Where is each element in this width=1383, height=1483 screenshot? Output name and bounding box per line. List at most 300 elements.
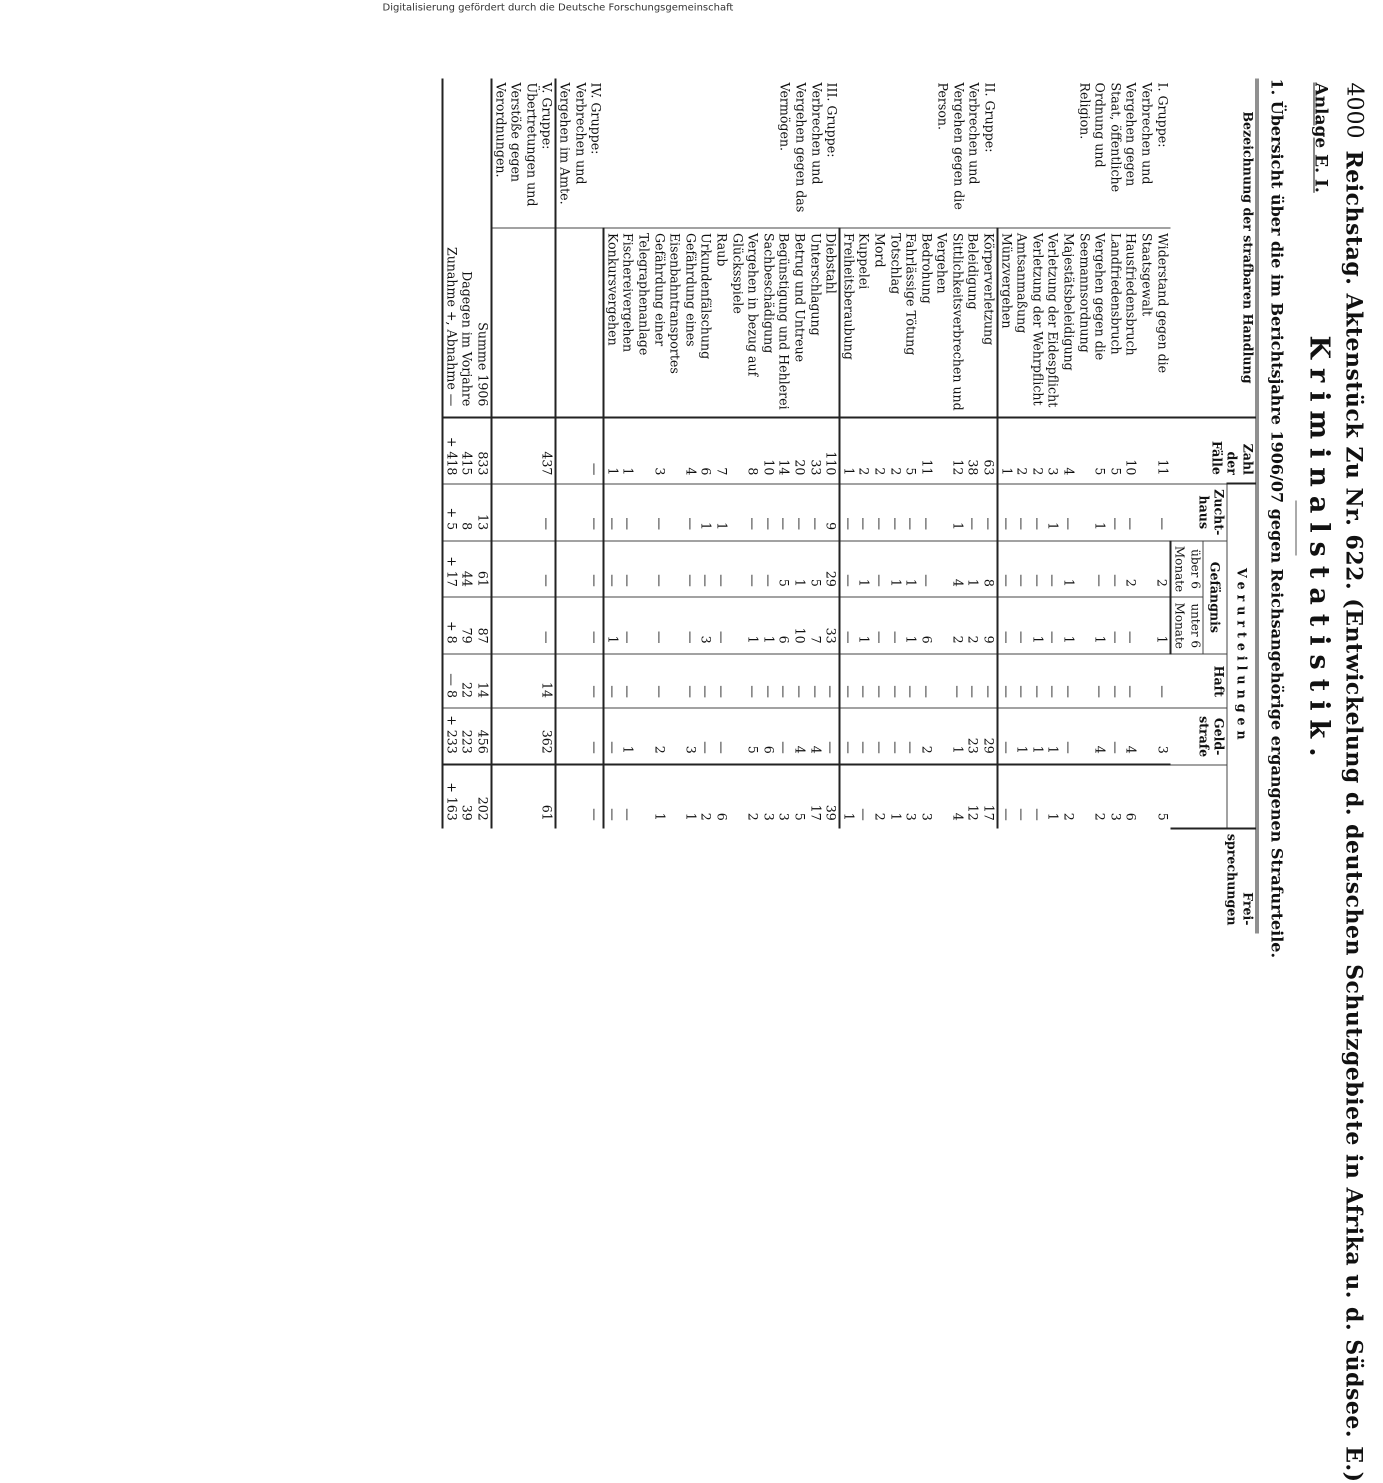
summary-cases: 415 <box>459 417 475 484</box>
value-ueber: — <box>840 541 857 598</box>
value-zuchthaus: 1 <box>1077 484 1108 541</box>
value-zuchthaus: — <box>887 484 903 541</box>
offense-name: Hausfriedensbruch <box>1123 232 1139 356</box>
value-zuchthaus: — <box>872 484 888 541</box>
value-frei: 17 <box>807 765 823 829</box>
col-designation: Bezeichnung der strafbaren Handlung <box>1240 111 1256 384</box>
value-ueber: 1 <box>792 541 808 598</box>
value-ueber: — <box>620 541 636 598</box>
offense-name: Verletzung der Eidespflicht <box>1045 232 1061 408</box>
value-haft: 14 <box>492 654 556 708</box>
value-unter: 2 <box>965 597 981 654</box>
value-ueber: — <box>714 541 730 598</box>
summary-geld: 456 <box>475 708 492 764</box>
offense-name: Widerstand gegen die Staatsgewalt <box>1139 232 1171 374</box>
col-zuchthaus: Zucht-haus <box>1170 484 1227 541</box>
summary-zuchthaus: + 5 <box>443 484 460 541</box>
value-frei: 1 <box>667 765 698 829</box>
value-ueber: 1 <box>887 541 903 598</box>
value-cases: 12 <box>934 417 965 484</box>
value-zuchthaus: — <box>667 484 698 541</box>
value-frei: 3 <box>761 765 777 829</box>
value-unter: — <box>620 597 636 654</box>
summary-frei: + 163 <box>443 765 460 829</box>
offense-name: Kuppelei <box>856 232 872 290</box>
offense-name <box>492 228 556 417</box>
value-frei: 61 <box>492 765 556 829</box>
col-geldstrafe: Geld-strafe <box>1170 708 1227 764</box>
value-cases: 437 <box>492 417 556 484</box>
summary-cases: 833 <box>475 417 492 484</box>
col-gefaengnis: Gefängnis <box>1203 541 1228 654</box>
value-zuchthaus: — <box>1108 484 1124 541</box>
value-zuchthaus: — <box>604 484 621 541</box>
value-haft: — <box>840 654 857 708</box>
value-frei: 2 <box>698 765 714 829</box>
value-ueber: — <box>698 541 714 598</box>
value-geld: 362 <box>492 708 556 764</box>
value-frei: — <box>556 765 604 829</box>
value-haft: — <box>1030 654 1046 708</box>
value-haft: — <box>667 654 698 708</box>
value-ueber: — <box>919 541 935 598</box>
value-zuchthaus: — <box>965 484 981 541</box>
value-geld: 2 <box>919 708 935 764</box>
value-frei: 3 <box>919 765 935 829</box>
value-frei: — <box>998 765 1015 829</box>
value-ueber: 1 <box>856 541 872 598</box>
value-cases: 3 <box>636 417 667 484</box>
value-geld: 1 <box>934 708 965 764</box>
summary-frei: 39 <box>459 765 475 829</box>
value-haft: — <box>1061 654 1077 708</box>
group-name: I. Gruppe: Verbrechen und Vergehen gegen Staat, öffentliche Ordnung und Religion. <box>998 79 1171 229</box>
offense-name: Betrug und Untreue <box>792 232 808 363</box>
value-unter: — <box>1045 597 1061 654</box>
summary-row <box>443 79 460 934</box>
value-frei: 6 <box>1123 765 1139 829</box>
col-verurteilungen: Verurteilungen <box>1227 484 1257 829</box>
summary-cases: + 418 <box>443 417 460 484</box>
value-haft: — <box>823 654 840 708</box>
value-frei: 17 <box>981 765 998 829</box>
value-haft: — <box>1108 654 1124 708</box>
value-geld: 1 <box>620 708 636 764</box>
value-unter: — <box>714 597 730 654</box>
offense-name: Gefährdung eines Eisenbahntransportes <box>667 232 699 374</box>
value-haft: — <box>714 654 730 708</box>
value-zuchthaus: — <box>792 484 808 541</box>
table-subtitle: 1. Übersicht über die im Berichtsjahre 1906/07 gegen Reichsangehörige ergangenen Strafurteile. <box>1267 78 1287 959</box>
value-ueber: — <box>1045 541 1061 598</box>
value-cases: — <box>556 417 604 484</box>
col-cases: Zahl der Fälle <box>1170 417 1257 484</box>
offense-name: Mord <box>872 232 888 268</box>
group-name: V. Gruppe: Übertretungen und Verstöße gegen Verordnungen. <box>492 79 556 229</box>
value-ueber: 1 <box>965 541 981 598</box>
value-unter: 6 <box>919 597 935 654</box>
summary-unter: + 8 <box>443 597 460 654</box>
value-cases: 7 <box>714 417 730 484</box>
value-unter: — <box>1123 597 1139 654</box>
value-zuchthaus: 1 <box>714 484 730 541</box>
summary-ueber: 61 <box>475 541 492 598</box>
value-geld: 4 <box>792 708 808 764</box>
value-geld: 2 <box>636 708 667 764</box>
value-ueber: 1 <box>1061 541 1077 598</box>
value-zuchthaus: — <box>1014 484 1030 541</box>
summary-row <box>475 79 492 934</box>
offense-name: Landfriedensbruch <box>1108 232 1124 355</box>
value-cases: 1 <box>998 417 1015 484</box>
value-cases: 20 <box>792 417 808 484</box>
value-geld: — <box>872 708 888 764</box>
value-unter: 1 <box>856 597 872 654</box>
value-cases: 8 <box>730 417 761 484</box>
offense-name <box>556 228 604 417</box>
value-frei: 2 <box>1077 765 1108 829</box>
summary-unter: 87 <box>475 597 492 654</box>
value-geld: — <box>776 708 792 764</box>
value-haft: — <box>761 654 777 708</box>
value-zuchthaus: — <box>856 484 872 541</box>
offense-name: Verletzung der Wehrpflicht <box>1030 232 1046 406</box>
offense-name: Urkundenfälschung <box>698 232 714 360</box>
offense-name: Fahrlässige Tötung <box>903 232 919 356</box>
value-ueber: — <box>667 541 698 598</box>
offense-name: Totschlag <box>888 232 904 295</box>
value-haft: — <box>1077 654 1108 708</box>
group-name: IV. Gruppe: Verbrechen und Vergehen im Amte. <box>556 79 604 229</box>
value-frei: 12 <box>965 765 981 829</box>
value-cases: 33 <box>807 417 823 484</box>
value-zuchthaus: — <box>998 484 1015 541</box>
value-unter: — <box>998 597 1015 654</box>
value-geld: — <box>998 708 1015 764</box>
value-zuchthaus: — <box>903 484 919 541</box>
value-haft: — <box>604 654 621 708</box>
value-frei: 4 <box>934 765 965 829</box>
value-ueber: — <box>556 541 604 598</box>
offense-name: Raub <box>714 232 730 267</box>
value-cases: 5 <box>903 417 919 484</box>
summary-haft: 22 <box>459 654 475 708</box>
section-title: Kriminalstatistik. <box>1303 335 1335 766</box>
summary-label: Dagegen im Vorjahre <box>460 271 475 407</box>
value-ueber: — <box>1030 541 1046 598</box>
value-cases: 10 <box>1123 417 1139 484</box>
value-ueber: — <box>1014 541 1030 598</box>
offense-name: Vergehen gegen die Seemannsordnung <box>1077 232 1108 361</box>
value-cases: 5 <box>1077 417 1108 484</box>
value-ueber: — <box>872 541 888 598</box>
value-frei: — <box>620 765 636 829</box>
value-haft: — <box>1045 654 1061 708</box>
value-geld: — <box>556 708 604 764</box>
value-frei: — <box>1030 765 1046 829</box>
summary-label: Summe 1906 <box>475 79 492 418</box>
value-geld: — <box>698 708 714 764</box>
value-haft: — <box>620 654 636 708</box>
value-ueber: — <box>730 541 761 598</box>
value-unter: 1 <box>1077 597 1108 654</box>
value-zuchthaus: — <box>636 484 667 541</box>
value-unter: 1 <box>1139 597 1170 654</box>
value-geld: 1 <box>1045 708 1061 764</box>
table-body <box>443 79 1170 934</box>
value-zuchthaus: — <box>730 484 761 541</box>
value-unter: 1 <box>1061 597 1077 654</box>
value-geld: — <box>903 708 919 764</box>
value-zuchthaus: — <box>556 484 604 541</box>
summary-geld: + 233 <box>443 708 460 764</box>
offense-name: Begünstigung und Hehlerei <box>776 232 792 410</box>
value-ueber: 5 <box>776 541 792 598</box>
value-cases: 6 <box>698 417 714 484</box>
value-cases: 63 <box>981 417 998 484</box>
group-row <box>492 79 556 934</box>
col-gef-ueber: über 6 Monate <box>1170 541 1203 598</box>
value-geld: 4 <box>1123 708 1139 764</box>
value-zuchthaus: — <box>761 484 777 541</box>
offense-name: Sittlichkeitsverbrechen und Vergehen <box>934 232 966 411</box>
offense-name: Konkursvergehen <box>604 228 621 417</box>
rotated-page <box>0 1 1383 1483</box>
value-geld: — <box>840 708 857 764</box>
value-frei: 3 <box>903 765 919 829</box>
value-unter: 10 <box>792 597 808 654</box>
value-unter: 1 <box>1030 597 1046 654</box>
summary-frei: 202 <box>475 765 492 829</box>
offense-name: Sachbeschädigung <box>761 232 777 354</box>
value-ueber: 1 <box>903 541 919 598</box>
value-unter: — <box>1014 597 1030 654</box>
value-ueber: — <box>636 541 667 598</box>
value-haft: — <box>1139 654 1170 708</box>
value-frei: 1 <box>887 765 903 829</box>
value-unter: 1 <box>730 597 761 654</box>
value-geld: 29 <box>981 708 998 764</box>
value-geld: 4 <box>807 708 823 764</box>
running-title: Reichstag. Aktenstück Zu Nr. 622. (Entwickelung d. deutschen Schutzgebiete in Afrika u. d. Südsee. E.) <box>1340 150 1367 1483</box>
value-geld: — <box>823 708 840 764</box>
title-rule <box>1296 501 1297 556</box>
value-unter: 6 <box>776 597 792 654</box>
offense-name: Fischereivergehen <box>620 232 636 353</box>
value-frei: 6 <box>714 765 730 829</box>
summary-zuchthaus: 13 <box>475 484 492 541</box>
value-frei: 1 <box>840 765 857 829</box>
value-cases: 4 <box>1061 417 1077 484</box>
offense-name: Bedrohung <box>919 232 935 304</box>
value-haft: — <box>556 654 604 708</box>
value-cases: 4 <box>667 417 698 484</box>
value-haft: — <box>903 654 919 708</box>
col-freisprechungen: Frei-sprechungen <box>1170 829 1257 934</box>
value-haft: — <box>792 654 808 708</box>
offense-name: Diebstahl <box>823 232 839 294</box>
summary-row <box>459 79 475 934</box>
value-ueber: 4 <box>934 541 965 598</box>
summary-ueber: + 17 <box>443 541 460 598</box>
value-unter: 1 <box>761 597 777 654</box>
value-cases: 2 <box>872 417 888 484</box>
offense-name: Majestätsbeleidigung <box>1061 232 1077 371</box>
value-zuchthaus: — <box>776 484 792 541</box>
value-cases: 110 <box>823 417 840 484</box>
value-ueber: 2 <box>1123 541 1139 598</box>
value-haft: — <box>1014 654 1030 708</box>
value-frei: — <box>1014 765 1030 829</box>
value-unter: 33 <box>823 597 840 654</box>
value-zuchthaus: — <box>981 484 998 541</box>
value-frei: 1 <box>636 765 667 829</box>
value-cases: 1 <box>604 417 621 484</box>
value-frei: — <box>856 765 872 829</box>
value-haft: — <box>730 654 761 708</box>
summary-unter: 79 <box>459 597 475 654</box>
value-haft: — <box>1123 654 1139 708</box>
value-cases: 1 <box>620 417 636 484</box>
value-geld: 1 <box>1030 708 1046 764</box>
group-name: II. Gruppe: Verbrechen und Vergehen gegen die Person. <box>840 79 998 229</box>
value-unter: — <box>556 597 604 654</box>
value-cases: 2 <box>856 417 872 484</box>
col-gef-unter: unter 6 Monate <box>1170 597 1203 654</box>
value-ueber: — <box>761 541 777 598</box>
value-ueber: 2 <box>1139 541 1170 598</box>
value-cases: 38 <box>965 417 981 484</box>
value-haft: — <box>981 654 998 708</box>
value-haft: — <box>872 654 888 708</box>
value-unter: 3 <box>698 597 714 654</box>
offense-name: Freiheitsberaubung <box>840 228 857 417</box>
col-spacer <box>1170 765 1227 829</box>
value-unter: 1 <box>604 597 621 654</box>
value-zuchthaus: — <box>492 484 556 541</box>
table-row <box>981 79 998 934</box>
value-frei: 1 <box>1045 765 1061 829</box>
value-frei: 2 <box>872 765 888 829</box>
value-geld: 4 <box>1077 708 1108 764</box>
value-geld: — <box>604 708 621 764</box>
offense-name: Gefährdung einer Telegraphenanlage <box>636 232 668 356</box>
value-haft: — <box>856 654 872 708</box>
value-unter: — <box>872 597 888 654</box>
value-unter: — <box>1108 597 1124 654</box>
value-geld: — <box>1061 708 1077 764</box>
value-frei: — <box>604 765 621 829</box>
value-zuchthaus: — <box>840 484 857 541</box>
value-ueber: — <box>492 541 556 598</box>
value-ueber: — <box>998 541 1015 598</box>
credit-line: Digitalisierung gefördert durch die Deutsche Forschungsgemeinschaft <box>382 2 734 14</box>
appendix-label: Anlage E. I. <box>1310 82 1331 193</box>
value-cases: 11 <box>919 417 935 484</box>
value-haft: — <box>887 654 903 708</box>
value-geld: — <box>714 708 730 764</box>
table-row <box>1139 79 1170 934</box>
value-unter: 2 <box>934 597 965 654</box>
value-geld: — <box>1108 708 1124 764</box>
value-cases: 11 <box>1139 417 1170 484</box>
value-unter: 9 <box>981 597 998 654</box>
value-zuchthaus: — <box>1061 484 1077 541</box>
group-row <box>556 79 604 934</box>
value-zuchthaus: — <box>1139 484 1170 541</box>
value-zuchthaus: — <box>620 484 636 541</box>
summary-haft: — 8 <box>443 654 460 708</box>
value-cases: 5 <box>1108 417 1124 484</box>
value-zuchthaus: 1 <box>934 484 965 541</box>
value-zuchthaus: — <box>1123 484 1139 541</box>
value-geld: 3 <box>1139 708 1170 764</box>
value-haft: — <box>698 654 714 708</box>
value-ueber: — <box>604 541 621 598</box>
value-geld: 3 <box>667 708 698 764</box>
value-ueber: 8 <box>981 541 998 598</box>
value-haft: — <box>636 654 667 708</box>
summary-haft: 14 <box>475 654 492 708</box>
value-haft: — <box>776 654 792 708</box>
value-geld: 6 <box>761 708 777 764</box>
value-frei: 3 <box>1108 765 1124 829</box>
value-ueber: — <box>1077 541 1108 598</box>
value-haft: — <box>919 654 935 708</box>
col-haft: Haft <box>1170 654 1227 708</box>
summary-geld: 223 <box>459 708 475 764</box>
value-cases: 2 <box>887 417 903 484</box>
group-name: III. Gruppe: Verbrechen und Vergehen gegen das Vermögen. <box>604 79 840 229</box>
value-zuchthaus: — <box>807 484 823 541</box>
value-frei: 3 <box>776 765 792 829</box>
offense-name: Münzvergehen <box>998 228 1015 417</box>
value-cases: 1 <box>840 417 857 484</box>
value-ueber: — <box>1108 541 1124 598</box>
offense-name: Unterschlagung <box>808 232 824 336</box>
value-geld: — <box>856 708 872 764</box>
value-unter: — <box>667 597 698 654</box>
value-frei: 5 <box>792 765 808 829</box>
offense-name: Vergehen in bezug auf Glücksspiele <box>730 232 761 377</box>
value-haft: — <box>965 654 981 708</box>
value-haft: — <box>807 654 823 708</box>
value-haft: — <box>998 654 1015 708</box>
value-frei: 5 <box>1139 765 1170 829</box>
value-haft: — <box>934 654 965 708</box>
value-frei: 39 <box>823 765 840 829</box>
page-number: 4000 <box>1341 82 1367 139</box>
summary-label: Zunahme +, Abnahme — <box>443 79 460 418</box>
value-geld: 5 <box>730 708 761 764</box>
value-zuchthaus: 1 <box>1045 484 1061 541</box>
value-zuchthaus: — <box>919 484 935 541</box>
summary-ueber: 44 <box>459 541 475 598</box>
value-cases: 14 <box>776 417 792 484</box>
value-zuchthaus: 1 <box>698 484 714 541</box>
offense-name: Körperverletzung <box>981 232 997 346</box>
value-cases: 10 <box>761 417 777 484</box>
offense-name: Amtsanmaßung <box>1014 232 1030 334</box>
value-unter: 7 <box>807 597 823 654</box>
value-unter: — <box>492 597 556 654</box>
value-unter: — <box>636 597 667 654</box>
value-zuchthaus: 9 <box>823 484 840 541</box>
value-frei: 2 <box>730 765 761 829</box>
value-zuchthaus: — <box>1030 484 1046 541</box>
value-unter: — <box>840 597 857 654</box>
offense-name: Beleidigung <box>966 232 981 310</box>
